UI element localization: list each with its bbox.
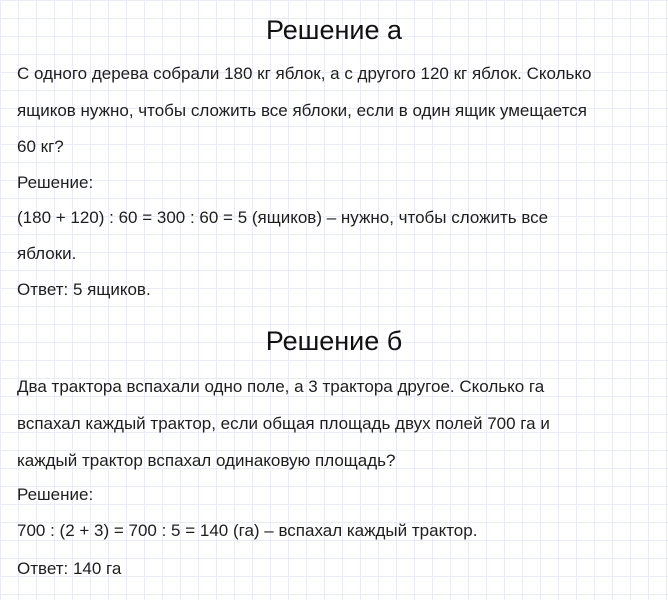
section-a-problem-line-3: 60 кг? [17,137,64,156]
section-b-answer: Ответ: 140 га [17,559,122,578]
section-b-problem-line-3: каждый трактор вспахал одинаковую площадь? [17,451,396,470]
section-b-title: Решение б [265,326,403,356]
section-a-title: Решение а [265,15,403,45]
section-a-solution-line-1: (180 + 120) : 60 = 300 : 60 = 5 (ящиков) – нужно, чтобы сложить все [17,208,549,227]
section-b-solution-line-1: 700 : (2 + 3) = 700 : 5 = 140 (га) – вспахал каждый трактор. [17,521,478,540]
section-a-answer: Ответ: 5 ящиков. [17,280,151,299]
section-b-solution-label: Решение: [17,485,94,504]
section-a-solution-line-2: яблоки. [17,244,77,263]
section-a-problem-line-2: ящиков нужно, чтобы сложить все яблоки, если в один ящик умещается [17,101,587,120]
section-a-problem-line-1: С одного дерева собрали 180 кг яблок, а с другого 120 кг яблок. Сколько [17,64,592,83]
section-a-solution-label: Решение: [17,173,94,192]
section-b-problem-line-1: Два трактора вспахали одно поле, а 3 трактора другое. Сколько га [17,377,545,396]
section-b-problem-line-2: вспахал каждый трактор, если общая площадь двух полей 700 га и [17,414,550,433]
